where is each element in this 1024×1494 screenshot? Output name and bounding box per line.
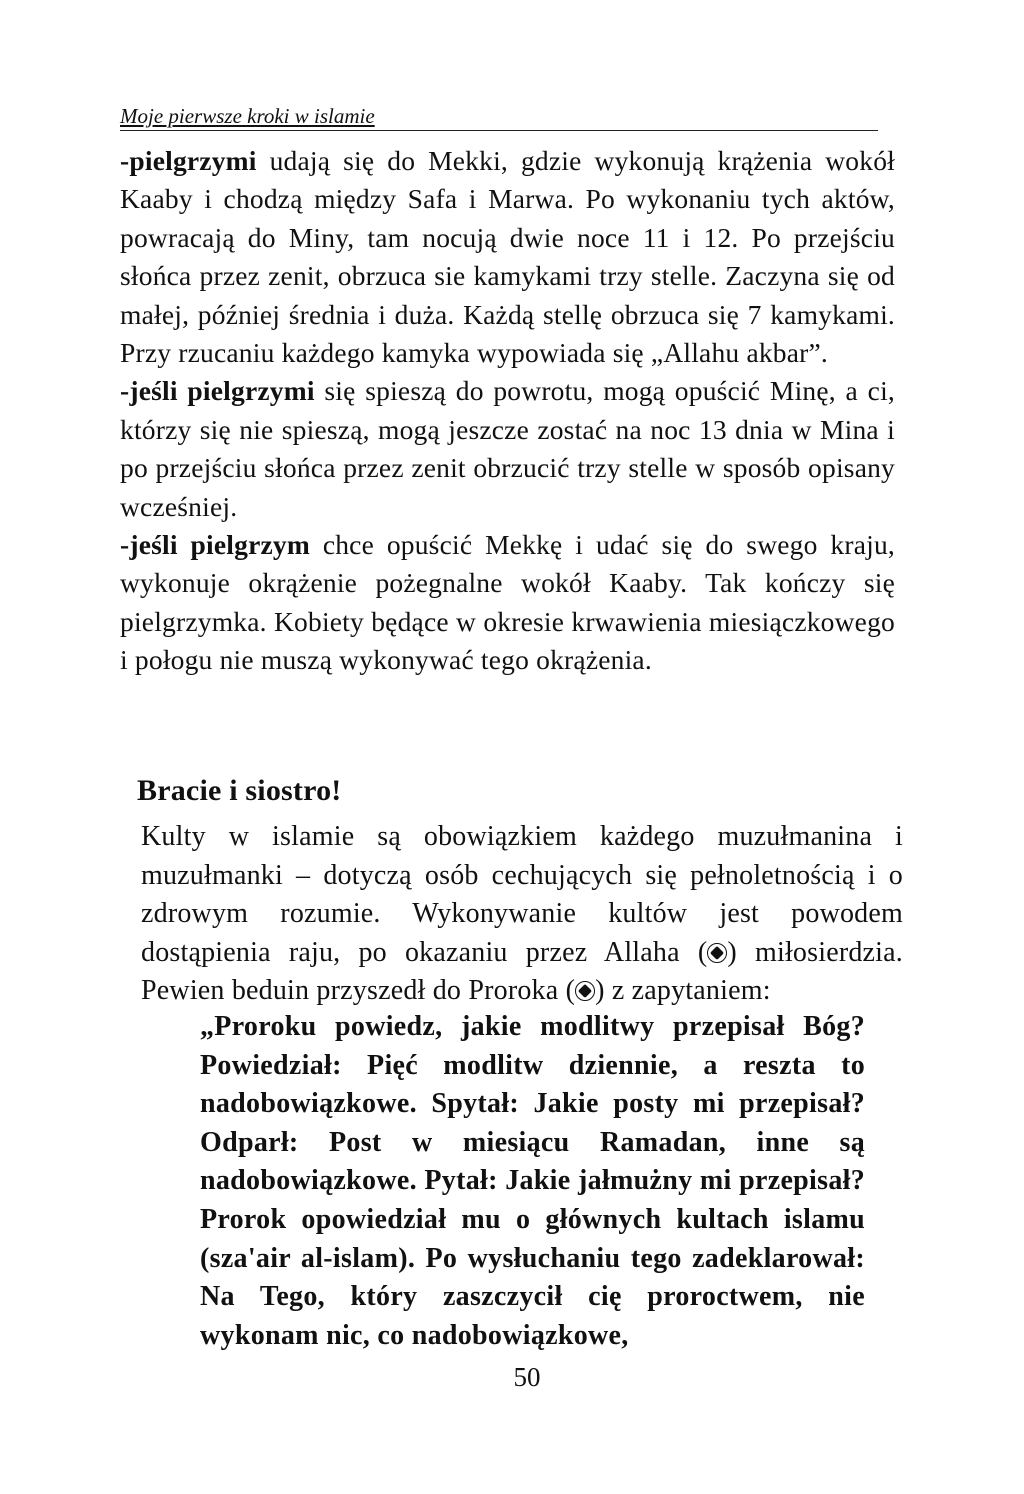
paragraph-text: Kulty w islamie są obowiązkiem każdego muzułmanina i muzułmanki – dotyczą osób cechujących się pełnoletnością i o zdrowym rozumie. Wykonywanie kultów jest powodem dostąpienia raju, po okazaniu przez Allaha ( <box>141 821 903 968</box>
hadith-quote: „Proroku powiedz, jakie modlitwy przepisał Bóg? Powiedział: Pięć modlitw dziennie, a reszta to nadobowiązkowe. Spytał: Jakie posty mi przepisał? Odparł: Post w miesiącu Ramadan, inne są nadobowiązkowe. Pytał: Jakie jałmużny mi przepisał? Prorok opowiedział mu o głównych kultach islamu (sza'air al-islam). Po wysłuchaniu tego zadeklarował: Na Tego, który zaszczycił cię proroctwem, nie wykonam nic, co nadobowiązkowe, <box>200 1011 865 1351</box>
paragraph-pilgrims <box>120 142 895 372</box>
running-header <box>120 104 878 131</box>
paragraph-text: udają się do Mekki, gdzie wykonują krążenia wokół Kaaby i chodzą między Safa i Marwa. Po wykonaniu tych aktów, powracają do Miny, tam nocują dwie noce 11 i 12. Po przejściu słońca przez zenit, obrzuca sie kamykami trzy stelle. Zaczyna się od małej, później średnia i duża. Każdą stellę obrzuca się 7 kamykami. Przy rzucaniu każdego kamyka wypowiada się „Allahu akbar”. <box>120 145 895 369</box>
paragraph-text: ) miłosierdzia. Pewien beduin przyszedł do Proroka ( <box>141 936 903 1006</box>
page-number: 50 <box>513 1362 541 1392</box>
paragraph-lead: -jeśli pielgrzymi <box>120 375 315 407</box>
paragraph-farewell <box>120 526 895 680</box>
paragraph-cults <box>141 818 903 1011</box>
paragraph-text: ) z zapytaniem: <box>595 975 771 1006</box>
honorific-ligature-icon <box>575 981 595 1001</box>
paragraph-hurry <box>120 372 895 526</box>
running-title: Moje pierwsze kroki w islamie <box>120 104 375 128</box>
section-heading: Bracie i siostro! <box>137 774 342 807</box>
honorific-ligature-icon <box>707 943 727 963</box>
section-text <box>141 818 903 1011</box>
paragraph-lead: -pielgrzymi <box>120 145 257 176</box>
paragraph-text: się spieszą do powrotu, mogą opuścić Minę, a ci, którzy się nie spieszą, mogą jeszcze zostać na noc 13 dnia w Mina i po przejściu słońca przez zenit obrzucić trzy stelle w sposób opisany wcześniej. <box>120 375 895 522</box>
main-text <box>120 142 895 680</box>
paragraph-lead: -jeśli pielgrzym <box>120 529 310 561</box>
paragraph-text: chce opuścić Mekkę i udać się do swego kraju, wykonuje okrążenie pożegnalne wokół Kaaby. Tak kończy się pielgrzymka. Kobiety będące w okresie krwawienia miesiączkowego i połogu nie muszą wykonywać tego okrążenia. <box>120 529 895 676</box>
